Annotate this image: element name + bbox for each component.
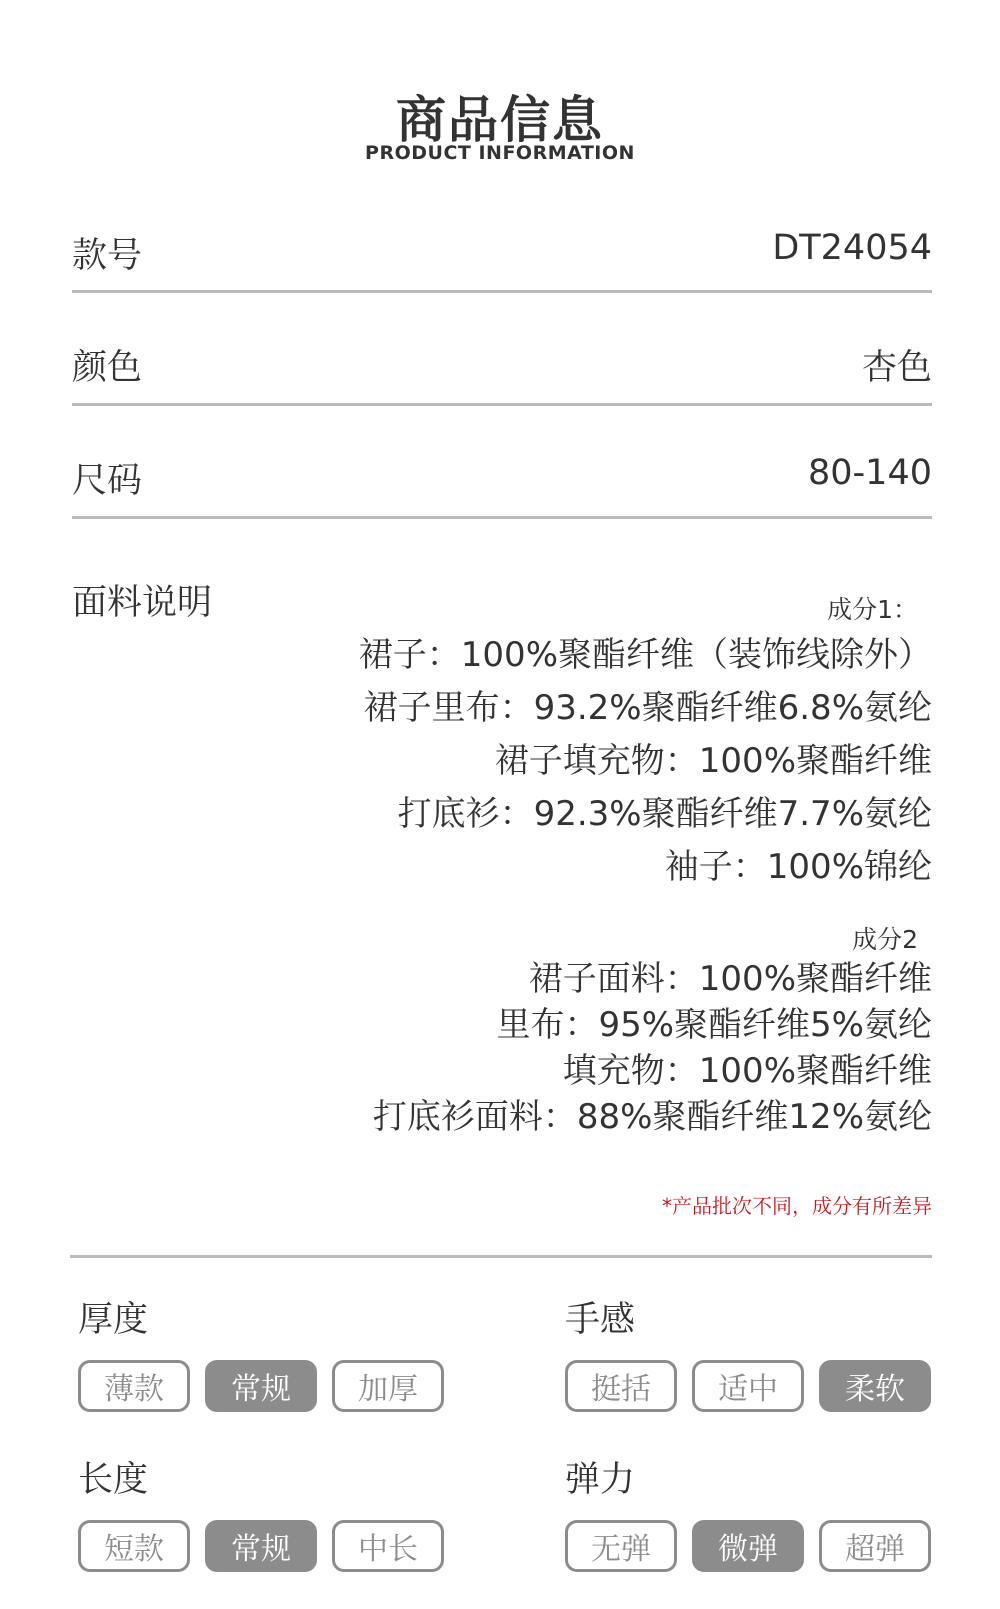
size-value: 80-140 bbox=[808, 453, 932, 493]
thickness-option-thick: 加厚 bbox=[332, 1360, 444, 1412]
elasticity-options bbox=[565, 1520, 931, 1572]
hand-feel-option-moderate: 适中 bbox=[692, 1360, 804, 1412]
color-value: 杏色 bbox=[861, 348, 932, 388]
composition-1-heading: 成分1： bbox=[827, 595, 918, 624]
elasticity-option-high: 超弹 bbox=[819, 1520, 931, 1572]
page-subtitle: PRODUCT INFORMATION bbox=[365, 142, 635, 164]
composition-2-line: 打底衫面料：88%聚酯纤维12%氨纶 bbox=[372, 1097, 932, 1137]
thickness-option-thin: 薄款 bbox=[78, 1360, 190, 1412]
composition-1-line: 裙子里布：93.2%聚酯纤维6.8%氨纶 bbox=[363, 688, 932, 728]
composition-2-line: 里布：95%聚酯纤维5%氨纶 bbox=[496, 1005, 932, 1045]
style-number-label: 款号 bbox=[72, 236, 143, 276]
length-label: 长度 bbox=[78, 1460, 149, 1500]
thickness-label: 厚度 bbox=[78, 1300, 149, 1340]
length-option-regular: 常规 bbox=[205, 1520, 317, 1572]
divider bbox=[72, 290, 932, 293]
size-label: 尺码 bbox=[72, 461, 143, 501]
composition-1-line: 打底衫：92.3%聚酯纤维7.7%氨纶 bbox=[397, 794, 932, 834]
length-option-short: 短款 bbox=[78, 1520, 190, 1572]
length-options bbox=[78, 1520, 444, 1572]
divider bbox=[72, 403, 932, 406]
color-label: 颜色 bbox=[72, 348, 143, 388]
composition-1-line: 裙子：100%聚酯纤维（装饰线除外） bbox=[358, 635, 932, 675]
hand-feel-option-crisp: 挺括 bbox=[565, 1360, 677, 1412]
hand-feel-option-soft: 柔软 bbox=[819, 1360, 931, 1412]
fabric-label: 面料说明 bbox=[72, 583, 213, 623]
elasticity-option-none: 无弹 bbox=[565, 1520, 677, 1572]
composition-2-line: 填充物：100%聚酯纤维 bbox=[562, 1051, 932, 1091]
section-divider bbox=[70, 1255, 932, 1258]
length-option-midi: 中长 bbox=[332, 1520, 444, 1572]
elasticity-option-slight: 微弹 bbox=[692, 1520, 804, 1572]
hand-feel-options bbox=[565, 1360, 931, 1412]
elasticity-label: 弹力 bbox=[565, 1460, 636, 1500]
composition-2-line: 裙子面料：100%聚酯纤维 bbox=[528, 959, 932, 999]
style-number-value: DT24054 bbox=[772, 228, 932, 268]
batch-note: *产品批次不同，成分有所差异 bbox=[662, 1194, 932, 1218]
thickness-options bbox=[78, 1360, 444, 1412]
thickness-option-regular: 常规 bbox=[205, 1360, 317, 1412]
divider bbox=[72, 516, 932, 519]
composition-2-heading: 成分2 bbox=[852, 925, 918, 954]
composition-1-line: 裙子填充物：100%聚酯纤维 bbox=[494, 741, 932, 781]
page-title: 商品信息 bbox=[396, 91, 604, 149]
composition-1-line: 袖子：100%锦纶 bbox=[664, 847, 932, 887]
hand-feel-label: 手感 bbox=[565, 1300, 636, 1340]
